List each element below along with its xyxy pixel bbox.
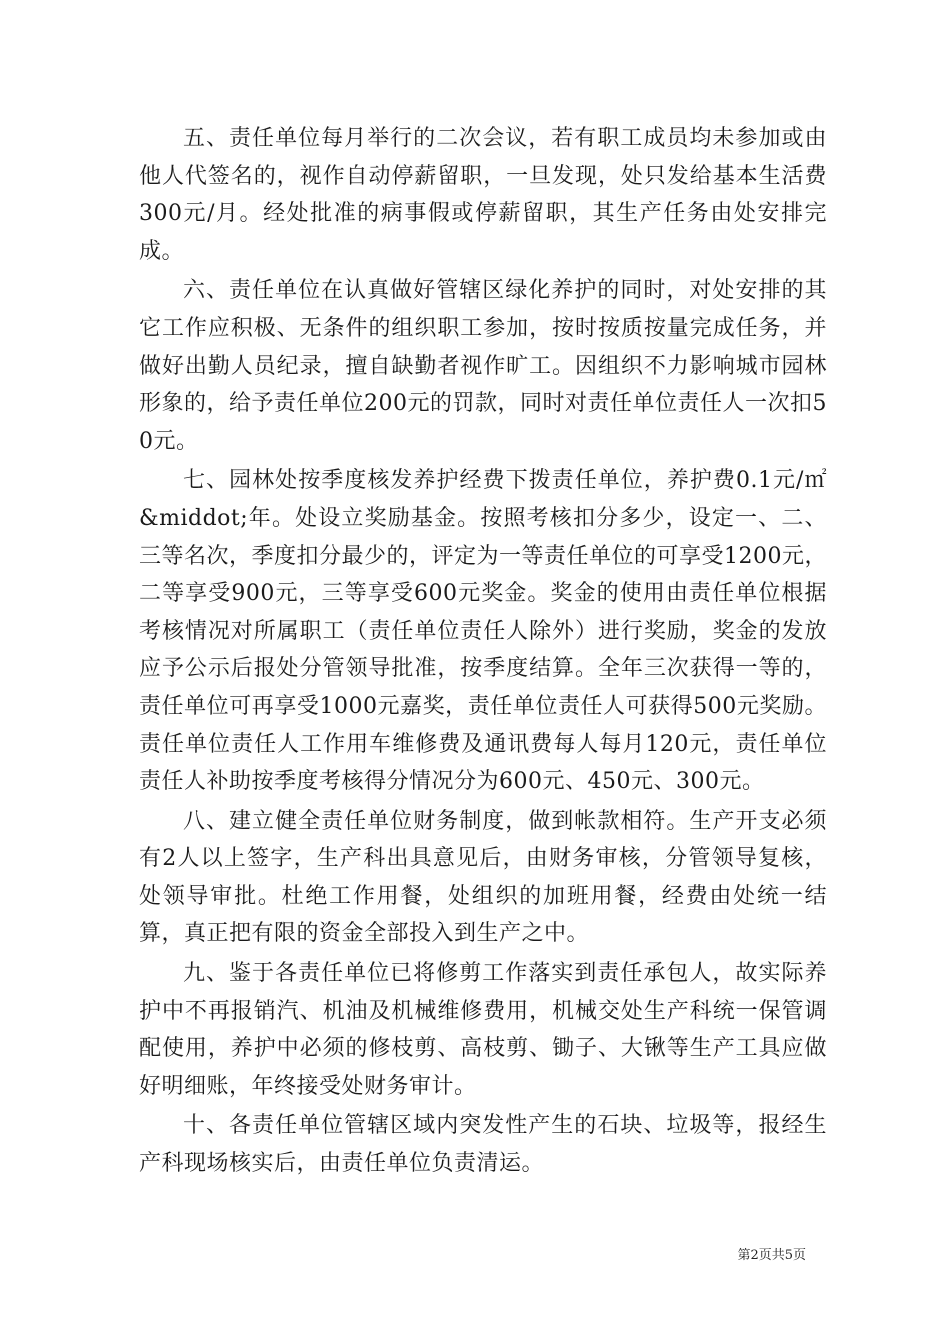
document-body [139, 120, 827, 1185]
page-number-footer: 第2页共5页 [737, 1248, 806, 1263]
paragraph-7: 七、园林处按季度核发养护经费下拨责任单位，养护费0.1元/㎡&middot;年。处设立奖励基金。按照考核扣分多少，设定一、二、三等名次，季度扣分最少的，评定为一等责任单位的可享受1200元，二等享受900元，三等享受600元奖金。奖金的使用由责任单位根据考核情况对所属职工（责任单位责任人除外）进行奖励，奖金的发放应予公示后报处分管领导批准，按季度结算。全年三次获得一等的，责任单位可再享受1000元嘉奖，责任单位责任人可获得500元奖励。责任单位责任人工作用车维修费及通讯费每人每月120元，责任单位责任人补助按季度考核得分情况分为600元、450元、300元。 [139, 468, 827, 795]
paragraph-6: 六、责任单位在认真做好管辖区绿化养护的同时，对处安排的其它工作应积极、无条件的组织职工参加，按时按质按量完成任务，并做好出勤人员纪录，擅自缺勤者视作旷工。因组织不力影响城市园林形象的，给予责任单位200元的罚款，同时对责任单位责任人一次扣50元。 [139, 278, 827, 454]
paragraph-8: 八、建立健全责任单位财务制度，做到帐款相符。生产开支必须有2人以上签字，生产科出具意见后，由财务审核，分管领导复核，处领导审批。杜绝工作用餐，处组织的加班用餐，经费由处统一结算，真正把有限的资金全部投入到生产之中。 [139, 808, 827, 947]
paragraph-5: 五、责任单位每月举行的二次会议，若有职工成员均未参加或由他人代签名的，视作自动停薪留职，一旦发现，处只发给基本生活费300元/月。经处批准的病事假或停薪留职，其生产任务由处安排完成。 [139, 126, 827, 264]
paragraph-10: 十、各责任单位管辖区域内突发性产生的石块、垃圾等，报经生产科现场核实后，由责任单位负责清运。 [139, 1113, 827, 1177]
paragraph-9: 九、鉴于各责任单位已将修剪工作落实到责任承包人，故实际养护中不再报销汽、机油及机械维修费用，机械交处生产科统一保管调配使用，养护中必须的修枝剪、高枝剪、锄子、大锹等生产工具应做好明细账，年终接受处财务审计。 [139, 961, 827, 1099]
